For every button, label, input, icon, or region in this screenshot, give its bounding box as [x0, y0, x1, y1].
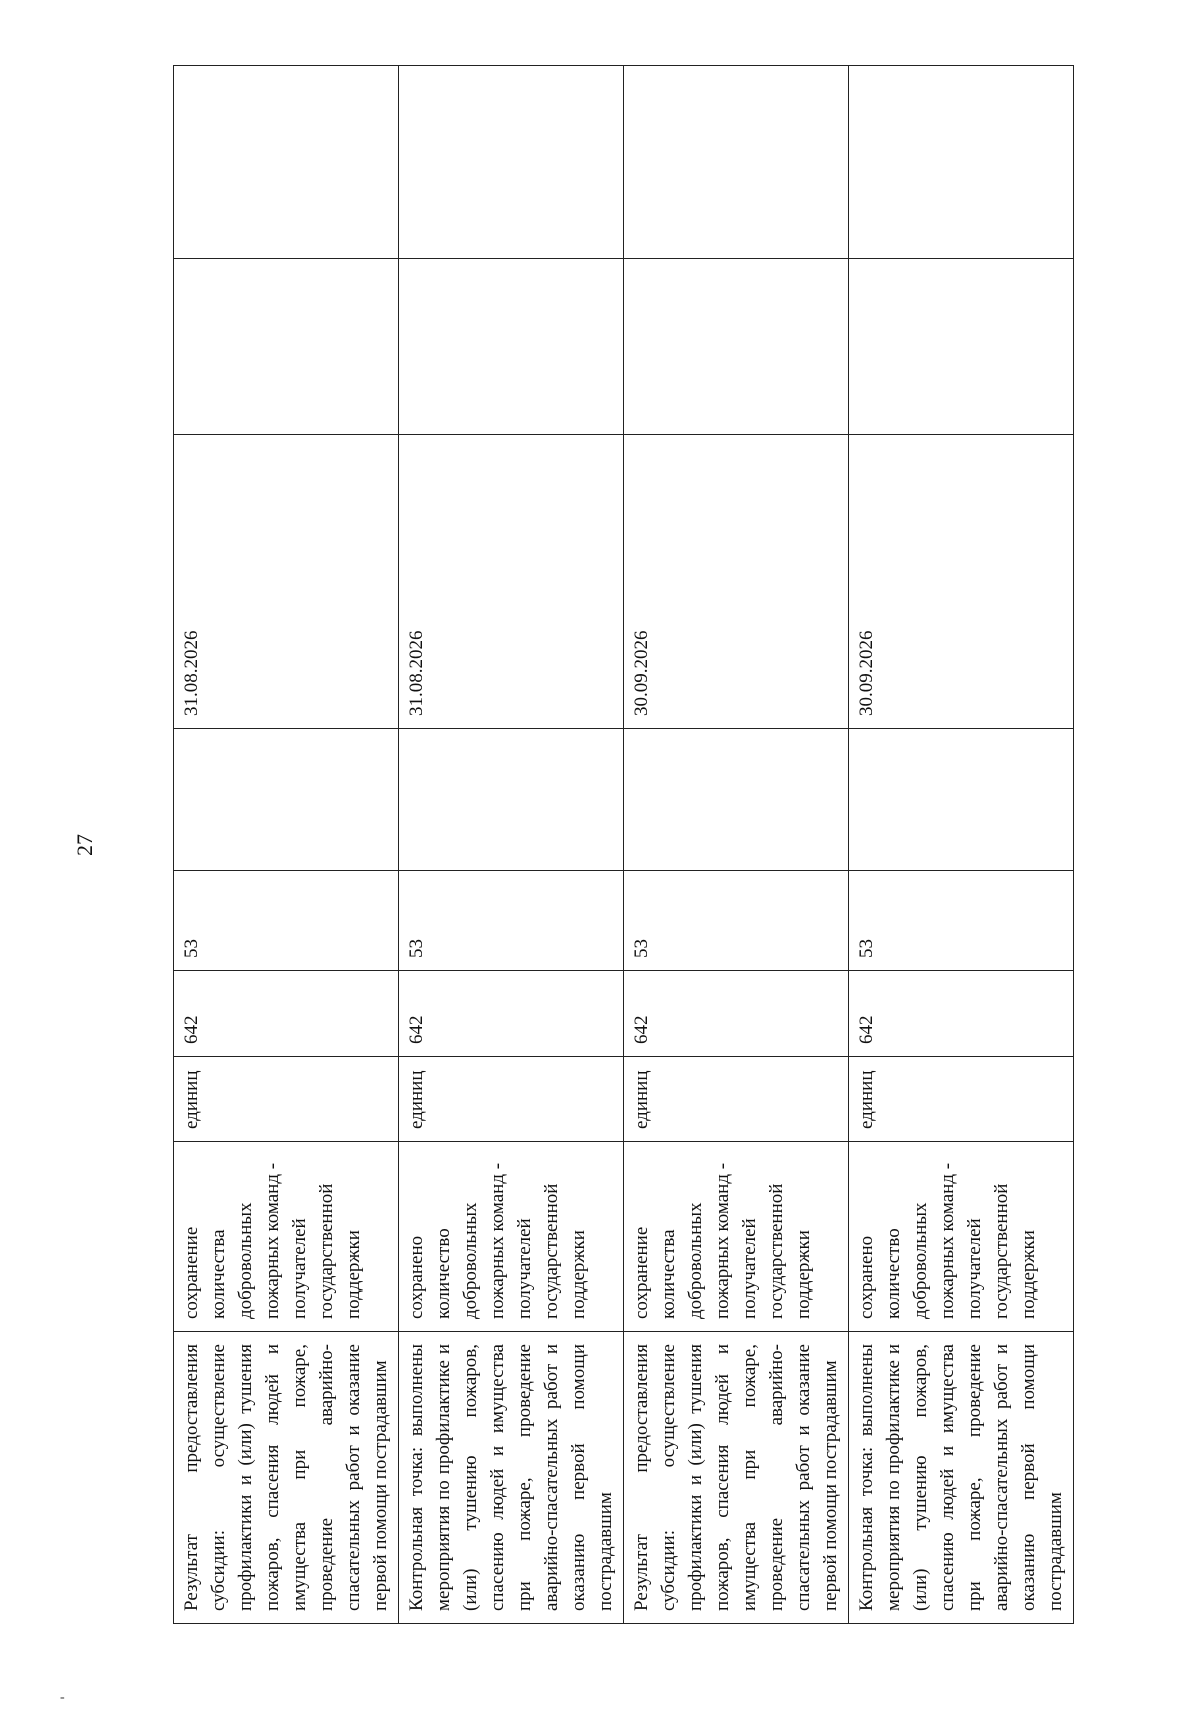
- row-unit: единиц: [399, 1057, 624, 1142]
- row-empty-cell: [174, 259, 399, 435]
- row-result: сохранение количества добровольных пожарных команд - получателей государственной поддержки: [624, 1142, 849, 1332]
- row-okei-code: 642: [624, 971, 849, 1057]
- row-description: Контрольная точка: выполнены мероприятия по профилактике и (или) тушению пожаров, спасению людей и имущества при пожаре, проведение аварийно-спасательных работ и оказанию первой помощи пострадавшим: [849, 1332, 1074, 1624]
- row-empty-cell: [624, 729, 849, 871]
- row-okei-code: 642: [849, 971, 1074, 1057]
- row-okei-code: 642: [399, 971, 624, 1057]
- row-unit: единиц: [849, 1057, 1074, 1142]
- row-value: 53: [399, 871, 624, 971]
- row-empty-cell: [849, 729, 1074, 871]
- results-table: [173, 65, 1074, 1624]
- row-date: 31.08.2026: [399, 435, 624, 729]
- row-empty-cell: [399, 66, 624, 259]
- row-result: сохранение количества добровольных пожарных команд - получателей государственной поддержки: [174, 1142, 399, 1332]
- row-date: 30.09.2026: [849, 435, 1074, 729]
- rotated-table-container: [173, 66, 1066, 1624]
- row-unit: единиц: [624, 1057, 849, 1142]
- row-unit: единиц: [174, 1057, 399, 1142]
- table-row: [624, 66, 849, 1624]
- row-empty-cell: [399, 729, 624, 871]
- row-description: Результат предоставления субсидии: осуществление профилактики и (или) тушения пожаров, спасения людей и имущества при пожаре, проведение аварийно-спасательных работ и оказание первой помощи пострадавшим: [174, 1332, 399, 1624]
- page-number: 27: [72, 834, 97, 856]
- row-description: Результат предоставления субсидии: осуществление профилактики и (или) тушения пожаров, спасения людей и имущества при пожаре, проведение аварийно-спасательных работ и оказание первой помощи пострадавшим: [624, 1332, 849, 1624]
- scan-speck: -: [60, 1690, 65, 1705]
- row-okei-code: 642: [174, 971, 399, 1057]
- row-value: 53: [849, 871, 1074, 971]
- table-row: [174, 66, 399, 1624]
- row-value: 53: [174, 871, 399, 971]
- table-row: [849, 66, 1074, 1624]
- row-result: сохранено количество добровольных пожарных команд - получателей государственной поддержки: [399, 1142, 624, 1332]
- row-empty-cell: [849, 259, 1074, 435]
- row-empty-cell: [849, 66, 1074, 259]
- row-description: Контрольная точка: выполнены мероприятия по профилактике и (или) тушению пожаров, спасению людей и имущества при пожаре, проведение аварийно-спасательных работ и оказанию первой помощи пострадавшим: [399, 1332, 624, 1624]
- row-value: 53: [624, 871, 849, 971]
- table-row: [399, 66, 624, 1624]
- row-empty-cell: [174, 66, 399, 259]
- row-empty-cell: [624, 259, 849, 435]
- row-empty-cell: [174, 729, 399, 871]
- row-date: 30.09.2026: [624, 435, 849, 729]
- row-date: 31.08.2026: [174, 435, 399, 729]
- row-result: сохранено количество добровольных пожарных команд - получателей государственной поддержки: [849, 1142, 1074, 1332]
- row-empty-cell: [399, 259, 624, 435]
- row-empty-cell: [624, 66, 849, 259]
